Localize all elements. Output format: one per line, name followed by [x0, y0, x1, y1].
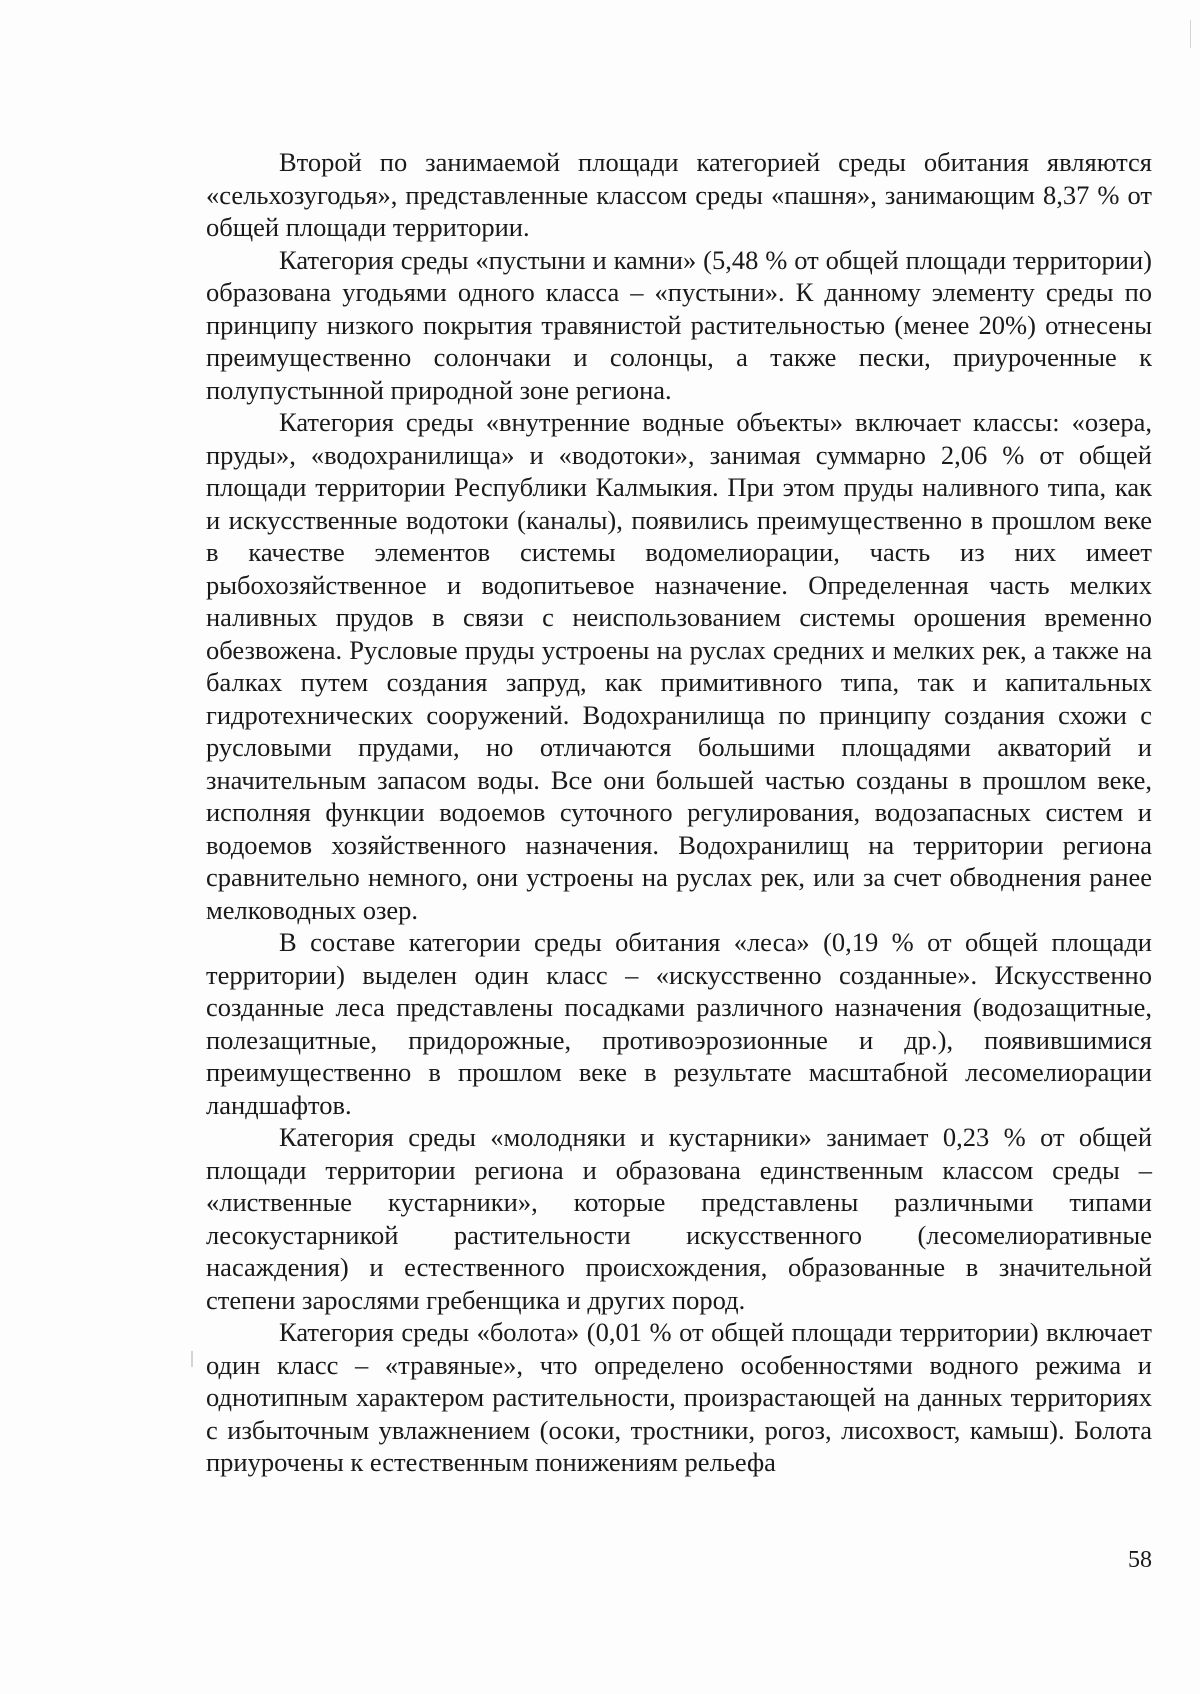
paragraph-deserts-and-rocks: Категория среды «пустыни и камни» (5,48 % от общей площади территории) образована угодьями одного класса – «пустыни». К данному элементу среды по принципу низкого покрытия травянистой растительностью (менее 20%) отнесены преимущественно солончаки и солонцы, а также пески, приуроченные к полупустынной природной зоне региона. — [206, 244, 1152, 405]
page-number: 58 — [1128, 1547, 1152, 1573]
paragraph-forests: В составе категории среды обитания «леса» (0,19 % от общей площади территории) выделен один класс – «искусственно созданные». Искусственно созданные леса представлены посадками различного назначения (водозащитные, полезащитные, придорожные, противоэрозионные и др.), появившимися преимущественно в прошлом веке в результате масштабной лесомелиорации ландшафтов. — [206, 927, 1152, 1120]
paragraph-farmland: Второй по занимаемой площади категорией среды обитания являются «сельхозугодья», представленные классом среды «пашня», занимающим 8,37 % от общей площади территории. — [206, 147, 1152, 242]
paragraph-inland-water-bodies: Категория среды «внутренние водные объекты» включает классы: «озера, пруды», «водохранилища» и «водотоки», занимая суммарно 2,06 % от общей площади территории Республики Калмыкия. При этом пруды наливного типа, как и искусственные водотоки (каналы), появились преимущественно в прошлом веке в качестве элементов системы водомелиорации, часть из них имеет рыбохозяйственное и водопитьевое назначение. Определенная часть мелких наливных прудов в связи с неиспользованием системы орошения временно обезвожена. Русловые пруды устроены на руслах средних и мелких рек, а также на балках путем создания запруд, как примитивного типа, так и капитальных гидротехнических сооружений. Водохранилища по принципу создания схожи с русловыми прудами, но отличаются большими площадями акваторий и значительным запасом воды. Все они большей частью созданы в прошлом веке, исполняя функции водоемов суточного регулирования, водозапасных систем и водоемов хозяйственного назначения. Водохранилищ на территории региона сравнительно немного, они устроены на руслах рек, или за счет обводнения ранее мелководных озер. — [206, 407, 1152, 925]
scan-artifact-mark — [1190, 20, 1191, 48]
document-body — [206, 146, 1152, 1479]
scan-artifact-mark — [191, 1351, 193, 1367]
paragraph-wetlands: Категория среды «болота» (0,01 % от общей площади территории) включает один класс – «травяные», что определено особенностями водного режима и однотипным характером растительности, произрастающей на данных территориях с избыточным увлажнением (осоки, тростники, рогоз, лисохвост, камыш). Болота приурочены к естественным понижениям рельефа — [206, 1317, 1152, 1477]
paragraph-young-growth-and-shrubs: Категория среды «молодняки и кустарники» занимает 0,23 % от общей площади территории региона и образована единственным классом среды – «лиственные кустарники», которые представлены различными типами лесокустарникой растительности искусственного (лесомелиоративные насаждения) и естественного происхождения, образованные в значительной степени зарослями гребенщика и других пород. — [206, 1122, 1152, 1315]
